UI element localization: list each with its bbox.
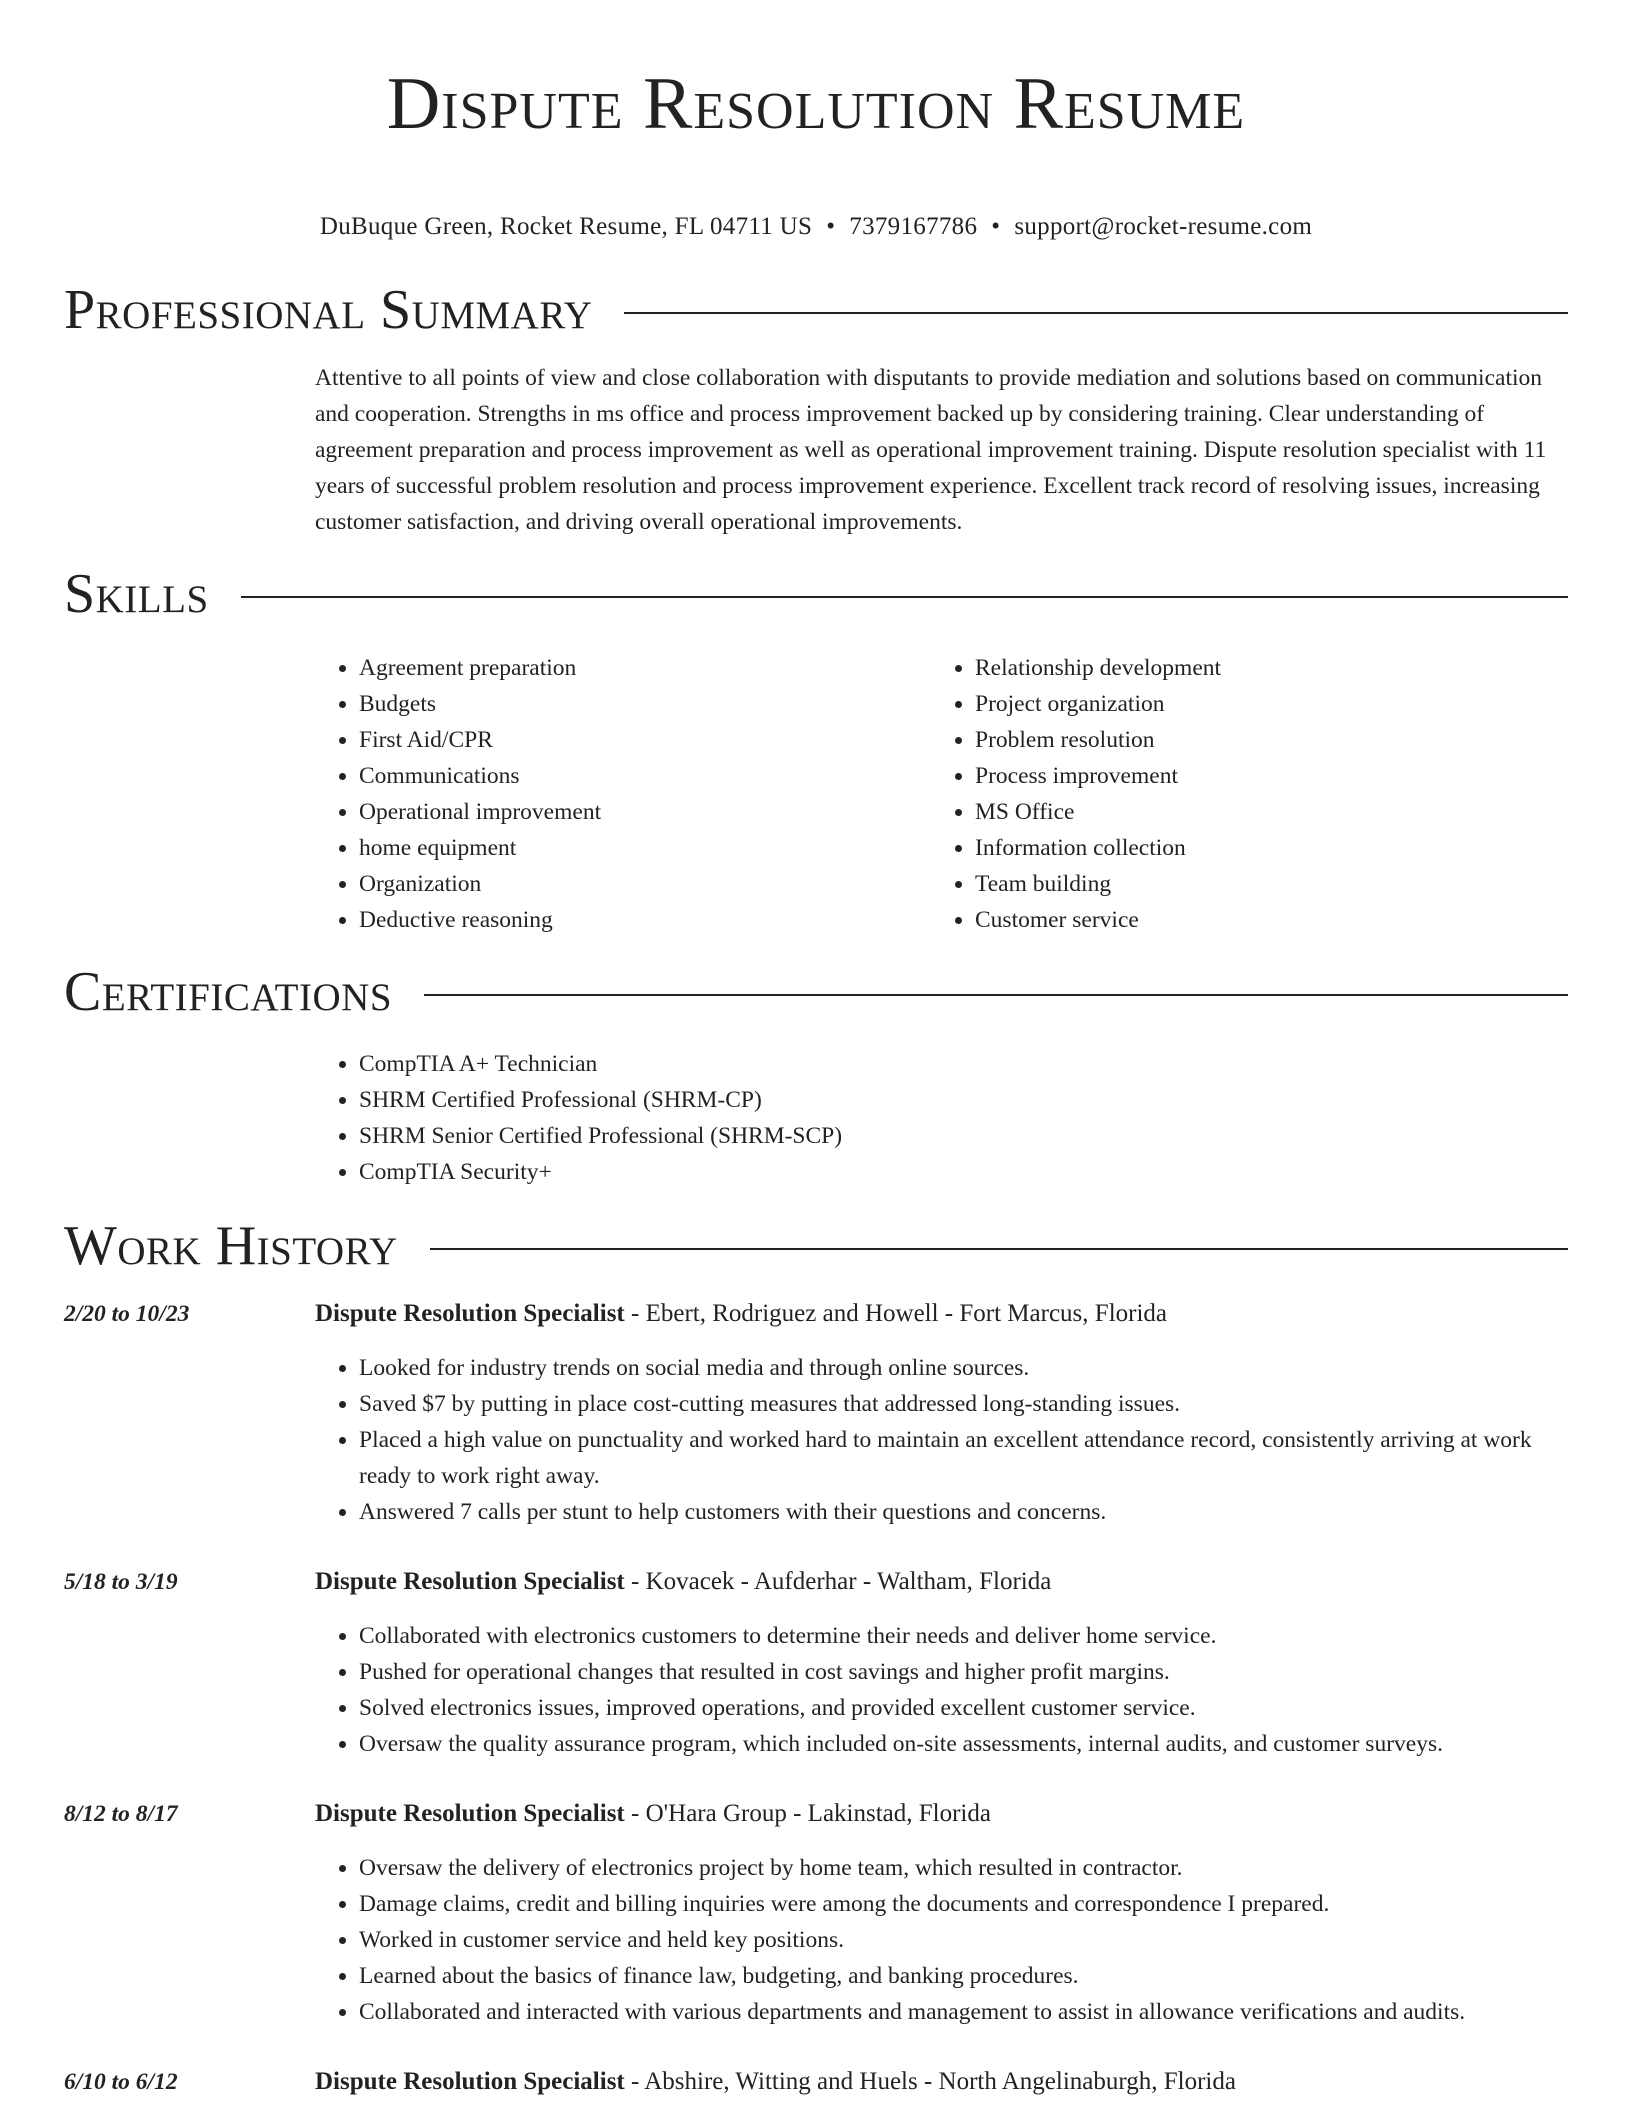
list-item: • Operational improvement [359,794,931,830]
list-item: • Communications [359,758,931,794]
list-item: • Problem resolution [975,722,1568,758]
list-item: • Process improvement [975,758,1568,794]
job-entry [64,1796,1568,2030]
list-item: • Oversaw the delivery of electronics project by home team, which resulted in contractor. [359,1850,1568,1886]
job-title: Dispute Resolution Specialist [315,1568,625,1595]
job-details [315,1296,1568,1530]
list-item: • First Aid/CPR [359,722,931,758]
certifications-items [315,1046,1568,1190]
job-details [315,2064,1568,2100]
job-title-line [315,1796,1568,1832]
contact-email: support@rocket-resume.com [1014,213,1313,240]
list-item: • Collaborated with electronics customers to determine their needs and deliver home service. [359,1618,1568,1654]
list-item: • Worked in customer service and held key positions. [359,1922,1568,1958]
work-heading: Work History [64,1215,398,1277]
job-details [315,1796,1568,2030]
job-title: Dispute Resolution Specialist [315,1300,625,1327]
job-dates: 5/18 to 3/19 [64,1569,178,1595]
contact-separator: • [991,213,1001,240]
list-item: • Agreement preparation [359,650,931,686]
job-entry [64,2064,1568,2100]
job-entry [64,1296,1568,1530]
job-employer: - O'Hara Group - Lakinstad, Florida [624,1800,991,1827]
skills-heading: Skills [64,563,209,625]
section-divider [241,596,1568,598]
certifications-list [315,1046,1568,1190]
job-dates: 2/20 to 10/23 [64,1301,190,1327]
summary-section-header [64,278,1568,342]
job-bullets [315,1850,1568,2030]
job-title-line [315,1296,1568,1332]
skills-column-right [931,650,1568,938]
work-history-list [64,1296,1568,2100]
list-item: • MS Office [975,794,1568,830]
certifications-heading: Certifications [64,961,393,1023]
list-item: • SHRM Senior Certified Professional (SHRM-SCP) [359,1118,1568,1154]
job-title-line [315,1564,1568,1600]
certifications-section-header [64,960,1568,1024]
job-dates: 6/10 to 6/12 [64,2069,178,2095]
section-divider [424,994,1568,996]
job-bullets [315,1350,1568,1530]
contact-phone: 7379167786 [849,213,978,240]
list-item: • Learned about the basics of finance law, budgeting, and banking procedures. [359,1958,1568,1994]
list-item: • Customer service [975,902,1568,938]
list-item: • Relationship development [975,650,1568,686]
contact-line [64,212,1568,242]
list-item: • Budgets [359,686,931,722]
list-item: • Collaborated and interacted with various departments and management to assist in allowance verifications and audits. [359,1994,1568,2030]
skills-list [315,650,1568,938]
list-item: • Organization [359,866,931,902]
section-divider [430,1248,1568,1250]
job-details [315,1564,1568,1762]
list-item: • Answered 7 calls per stunt to help customers with their questions and concerns. [359,1494,1568,1530]
resume-title: Dispute Resolution Resume [386,63,1246,145]
job-bullets [315,1618,1568,1762]
job-entry [64,1564,1568,1762]
list-item: • Team building [975,866,1568,902]
list-item: • Deductive reasoning [359,902,931,938]
list-item: • Information collection [975,830,1568,866]
list-item: • Damage claims, credit and billing inquiries were among the documents and correspondence I prepared. [359,1886,1568,1922]
contact-address: DuBuque Green, Rocket Resume, FL 04711 US [319,213,813,240]
skills-section-header [64,562,1568,626]
list-item: • SHRM Certified Professional (SHRM-CP) [359,1082,1568,1118]
job-title: Dispute Resolution Specialist [315,2068,625,2095]
list-item: • Pushed for operational changes that resulted in cost savings and higher profit margins. [359,1654,1568,1690]
job-employer: - Abshire, Witting and Huels - North Angelinaburgh, Florida [624,2068,1236,2095]
list-item: • Looked for industry trends on social media and through online sources. [359,1350,1568,1386]
summary-heading: Professional Summary [64,279,593,341]
job-title-line [315,2064,1568,2100]
list-item: • CompTIA Security+ [359,1154,1568,1190]
list-item: • Solved electronics issues, improved operations, and provided excellent customer service. [359,1690,1568,1726]
work-section-header [64,1214,1568,1278]
list-item: • Project organization [975,686,1568,722]
list-item: • Placed a high value on punctuality and worked hard to maintain an excellent attendance record, consistently arriving at work ready to work right away. [359,1422,1568,1494]
summary-text: Attentive to all points of view and close collaboration with disputants to provide mediation and solutions based on communication and cooperation. Strengths in ms office and process improvement backed up by considering training. Clear understanding of agreement preparation and process improvement as well as operational improvement training. Dispute resolution specialist with 11 years of successful problem resolution and process improvement experience. Excellent track record of resolving issues, increasing customer satisfaction, and driving overall operational improvements. [315,365,1547,535]
job-employer: - Kovacek - Aufderhar - Waltham, Florida [624,1568,1052,1595]
job-title: Dispute Resolution Specialist [315,1800,625,1827]
skills-column-left [315,650,931,938]
list-item: • CompTIA A+ Technician [359,1046,1568,1082]
list-item: • home equipment [359,830,931,866]
job-employer: - Ebert, Rodriguez and Howell - Fort Marcus, Florida [624,1300,1168,1327]
list-item: • Oversaw the quality assurance program, which included on-site assessments, internal audits, and customer surveys. [359,1726,1568,1762]
section-divider [624,312,1568,314]
job-dates: 8/12 to 8/17 [64,1801,178,1827]
list-item: • Saved $7 by putting in place cost-cutting measures that addressed long-standing issues. [359,1386,1568,1422]
contact-separator: • [826,213,836,240]
